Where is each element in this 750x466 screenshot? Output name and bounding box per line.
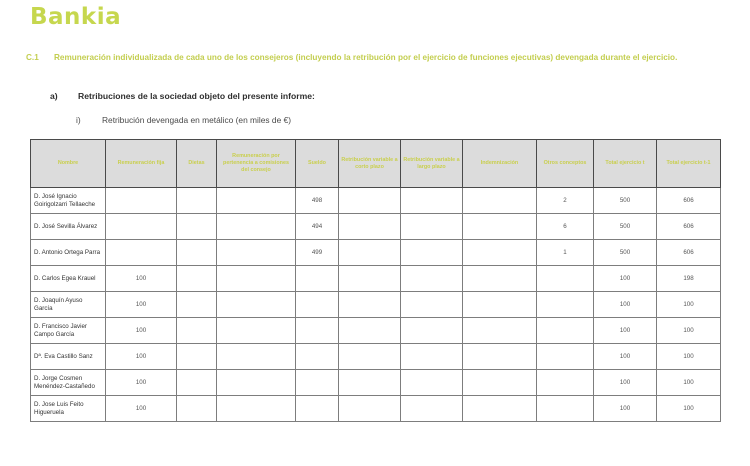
cell-total_t: 500 bbox=[594, 214, 657, 240]
column-header-7: Indemnización bbox=[463, 140, 537, 188]
cell-dietas bbox=[177, 370, 217, 396]
cell-variable_corto bbox=[339, 370, 401, 396]
cell-total_t: 100 bbox=[594, 344, 657, 370]
cell-otros_conceptos bbox=[537, 370, 594, 396]
cell-otros_conceptos bbox=[537, 266, 594, 292]
cell-variable_corto bbox=[339, 214, 401, 240]
cell-total_t: 100 bbox=[594, 292, 657, 318]
cell-total_t1: 100 bbox=[657, 344, 721, 370]
cell-remuneracion_comisiones bbox=[217, 266, 296, 292]
cell-total_t1: 606 bbox=[657, 214, 721, 240]
item-i-marker: i) bbox=[76, 115, 81, 125]
cell-variable_corto bbox=[339, 344, 401, 370]
cell-nombre: D. Antonio Ortega Parra bbox=[31, 240, 106, 266]
cell-remuneracion_fija bbox=[106, 240, 177, 266]
cell-total_t1: 606 bbox=[657, 240, 721, 266]
cell-sueldo: 494 bbox=[296, 214, 339, 240]
cell-remuneracion_comisiones bbox=[217, 240, 296, 266]
cell-remuneracion_fija: 100 bbox=[106, 344, 177, 370]
remuneration-table-wrapper bbox=[30, 139, 720, 422]
cell-indemnizacion bbox=[463, 318, 537, 344]
column-header-9: Total ejercicio t bbox=[594, 140, 657, 188]
cell-nombre: D. Carlos Egea Krauel bbox=[31, 266, 106, 292]
cell-remuneracion_comisiones bbox=[217, 188, 296, 214]
cell-remuneracion_fija bbox=[106, 188, 177, 214]
cell-remuneracion_comisiones bbox=[217, 214, 296, 240]
item-a-marker: a) bbox=[50, 91, 58, 101]
cell-dietas bbox=[177, 214, 217, 240]
cell-indemnizacion bbox=[463, 292, 537, 318]
bankia-logo: Bankia bbox=[30, 4, 122, 30]
cell-variable_corto bbox=[339, 396, 401, 422]
cell-indemnizacion bbox=[463, 188, 537, 214]
cell-variable_largo bbox=[401, 214, 463, 240]
cell-remuneracion_comisiones bbox=[217, 344, 296, 370]
remuneration-table bbox=[30, 139, 721, 422]
cell-variable_corto bbox=[339, 292, 401, 318]
cell-variable_corto bbox=[339, 266, 401, 292]
cell-total_t: 100 bbox=[594, 266, 657, 292]
cell-indemnizacion bbox=[463, 396, 537, 422]
cell-remuneracion_fija: 100 bbox=[106, 292, 177, 318]
cell-indemnizacion bbox=[463, 344, 537, 370]
table-row bbox=[31, 214, 721, 240]
cell-dietas bbox=[177, 266, 217, 292]
cell-sueldo bbox=[296, 318, 339, 344]
cell-sueldo bbox=[296, 344, 339, 370]
cell-remuneracion_comisiones bbox=[217, 396, 296, 422]
column-header-0: Nombre bbox=[31, 140, 106, 188]
column-header-6: Retribución variable a largo plazo bbox=[401, 140, 463, 188]
cell-otros_conceptos: 2 bbox=[537, 188, 594, 214]
column-header-2: Dietas bbox=[177, 140, 217, 188]
cell-variable_corto bbox=[339, 188, 401, 214]
cell-remuneracion_comisiones bbox=[217, 370, 296, 396]
cell-indemnizacion bbox=[463, 240, 537, 266]
column-header-10: Total ejercicio t-1 bbox=[657, 140, 721, 188]
column-header-3: Remuneración por pertenencia a comisiones del consejo bbox=[217, 140, 296, 188]
cell-nombre: Dª. Eva Castillo Sanz bbox=[31, 344, 106, 370]
cell-sueldo bbox=[296, 370, 339, 396]
cell-dietas bbox=[177, 344, 217, 370]
table-row bbox=[31, 318, 721, 344]
cell-total_t1: 100 bbox=[657, 370, 721, 396]
table-row bbox=[31, 370, 721, 396]
table-row bbox=[31, 292, 721, 318]
cell-sueldo bbox=[296, 396, 339, 422]
cell-otros_conceptos bbox=[537, 292, 594, 318]
cell-total_t1: 100 bbox=[657, 318, 721, 344]
cell-otros_conceptos bbox=[537, 396, 594, 422]
cell-indemnizacion bbox=[463, 370, 537, 396]
cell-indemnizacion bbox=[463, 214, 537, 240]
item-a bbox=[50, 91, 315, 101]
item-i bbox=[76, 115, 291, 125]
cell-total_t1: 606 bbox=[657, 188, 721, 214]
cell-remuneracion_fija: 100 bbox=[106, 396, 177, 422]
cell-otros_conceptos: 1 bbox=[537, 240, 594, 266]
cell-nombre: D. José Ignacio Goirigolzarri Tellaeche bbox=[31, 188, 106, 214]
table-header-row bbox=[31, 140, 721, 188]
cell-dietas bbox=[177, 318, 217, 344]
cell-total_t: 100 bbox=[594, 318, 657, 344]
cell-nombre: D. Jose Luis Feito Higueruela bbox=[31, 396, 106, 422]
cell-sueldo bbox=[296, 266, 339, 292]
cell-variable_largo bbox=[401, 292, 463, 318]
cell-total_t: 100 bbox=[594, 370, 657, 396]
cell-nombre: D. Joaquín Ayuso García bbox=[31, 292, 106, 318]
table-row bbox=[31, 240, 721, 266]
cell-nombre: D. José Sevilla Álvarez bbox=[31, 214, 106, 240]
cell-sueldo bbox=[296, 292, 339, 318]
cell-variable_corto bbox=[339, 318, 401, 344]
cell-remuneracion_fija: 100 bbox=[106, 370, 177, 396]
section-c1 bbox=[26, 52, 726, 64]
cell-nombre: D. Jorge Cosmen Menéndez-Castañedo bbox=[31, 370, 106, 396]
section-c1-text: Remuneración individualizada de cada uno de los consejeros (incluyendo la retribución por el ejercicio de funciones ejecutivas) devengada durante el ejercicio. bbox=[54, 53, 678, 62]
cell-remuneracion_fija bbox=[106, 214, 177, 240]
column-header-4: Sueldo bbox=[296, 140, 339, 188]
item-i-text: Retribución devengada en metálico (en miles de €) bbox=[102, 115, 292, 125]
cell-otros_conceptos bbox=[537, 318, 594, 344]
cell-total_t: 500 bbox=[594, 240, 657, 266]
table-body bbox=[31, 188, 721, 422]
cell-remuneracion_comisiones bbox=[217, 292, 296, 318]
table-head bbox=[31, 140, 721, 188]
cell-variable_largo bbox=[401, 318, 463, 344]
table-row bbox=[31, 344, 721, 370]
table-row bbox=[31, 396, 721, 422]
cell-nombre: D. Francisco Javier Campo García bbox=[31, 318, 106, 344]
cell-remuneracion_fija: 100 bbox=[106, 266, 177, 292]
cell-otros_conceptos: 6 bbox=[537, 214, 594, 240]
cell-total_t: 500 bbox=[594, 188, 657, 214]
cell-otros_conceptos bbox=[537, 344, 594, 370]
cell-dietas bbox=[177, 188, 217, 214]
column-header-8: Otros conceptos bbox=[537, 140, 594, 188]
cell-dietas bbox=[177, 240, 217, 266]
table-row bbox=[31, 188, 721, 214]
column-header-1: Remuneración fija bbox=[106, 140, 177, 188]
cell-variable_largo bbox=[401, 188, 463, 214]
cell-dietas bbox=[177, 292, 217, 318]
cell-total_t1: 100 bbox=[657, 396, 721, 422]
column-header-5: Retribución variable a corto plazo bbox=[339, 140, 401, 188]
cell-remuneracion_fija: 100 bbox=[106, 318, 177, 344]
cell-dietas bbox=[177, 396, 217, 422]
cell-sueldo: 499 bbox=[296, 240, 339, 266]
cell-variable_largo bbox=[401, 370, 463, 396]
cell-variable_largo bbox=[401, 344, 463, 370]
cell-indemnizacion bbox=[463, 266, 537, 292]
cell-total_t1: 198 bbox=[657, 266, 721, 292]
cell-variable_largo bbox=[401, 240, 463, 266]
cell-total_t1: 100 bbox=[657, 292, 721, 318]
item-a-text: Retribuciones de la sociedad objeto del presente informe: bbox=[78, 91, 315, 101]
cell-variable_corto bbox=[339, 240, 401, 266]
cell-remuneracion_comisiones bbox=[217, 318, 296, 344]
table-row bbox=[31, 266, 721, 292]
cell-variable_largo bbox=[401, 396, 463, 422]
cell-sueldo: 498 bbox=[296, 188, 339, 214]
cell-total_t: 100 bbox=[594, 396, 657, 422]
section-c1-number: C.1 bbox=[26, 53, 39, 62]
cell-variable_largo bbox=[401, 266, 463, 292]
